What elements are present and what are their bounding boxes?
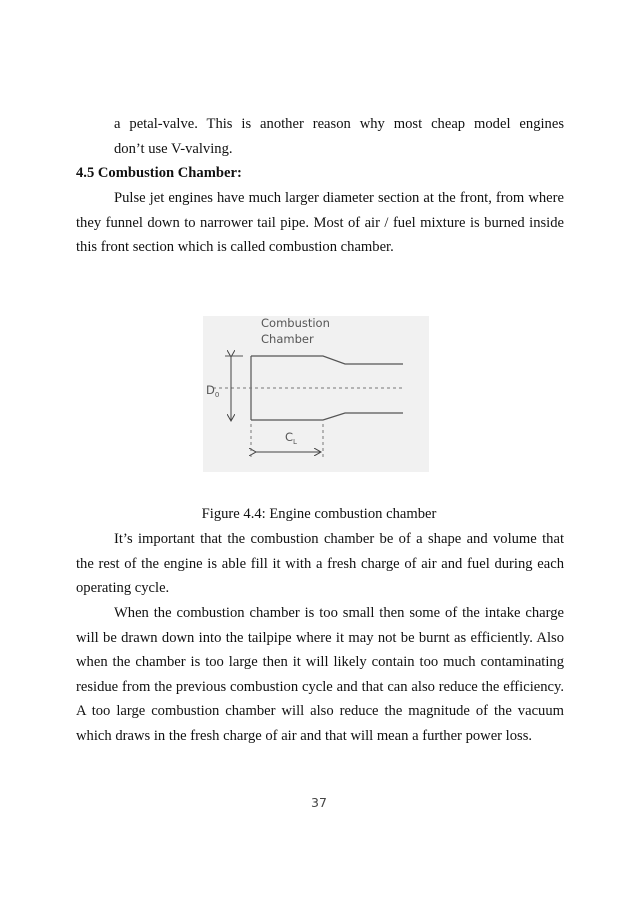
chamber-lower-wall bbox=[251, 413, 403, 420]
length-label: $C_L$ bbox=[285, 430, 297, 446]
paragraph-intro: Pulse jet engines have much larger diameter section at the front, from where they funnel down to narrower tail pipe. Most of air / fuel mixture is burned inside this front section which is called combustion chamber. bbox=[76, 190, 564, 256]
page-number: 37 bbox=[311, 795, 327, 810]
chamber-upper-wall bbox=[251, 356, 403, 364]
figure-title-line-2: Chamber bbox=[261, 332, 314, 346]
diameter-label: $D_0$ bbox=[206, 383, 220, 399]
continuation-text bbox=[114, 112, 564, 161]
combustion-chamber-figure bbox=[203, 316, 429, 472]
continuation-line-2: don’t use V-valving. bbox=[114, 140, 233, 157]
figure-title-line-1: Combustion bbox=[261, 316, 330, 330]
combustion-chamber-diagram bbox=[203, 316, 429, 472]
section-heading: 4.5 Combustion Chamber: bbox=[76, 165, 242, 181]
paragraph-chamber-size: When the combustion chamber is too small then some of the intake charge will be drawn down into the tailpipe where it may not be burnt as efficiently. Also when the chamber is too large then it will likely contain too much contaminating residue from the previous combustion cycle and that can also reduce the efficiency. A too large combustion chamber will also reduce the magnitude of the vacuum which draws in the fresh charge of air and that will mean a further power loss. bbox=[76, 605, 564, 744]
figure-caption: Figure 4.4: Engine combustion chamber bbox=[201, 506, 437, 522]
continuation-line-1: a petal-valve. This is another reason why most cheap model engines bbox=[114, 116, 564, 132]
paragraph-importance: It’s important that the combustion chamber be of a shape and volume that the rest of the engine is able fill it with a fresh charge of air and fuel during each operating cycle. bbox=[76, 531, 564, 597]
